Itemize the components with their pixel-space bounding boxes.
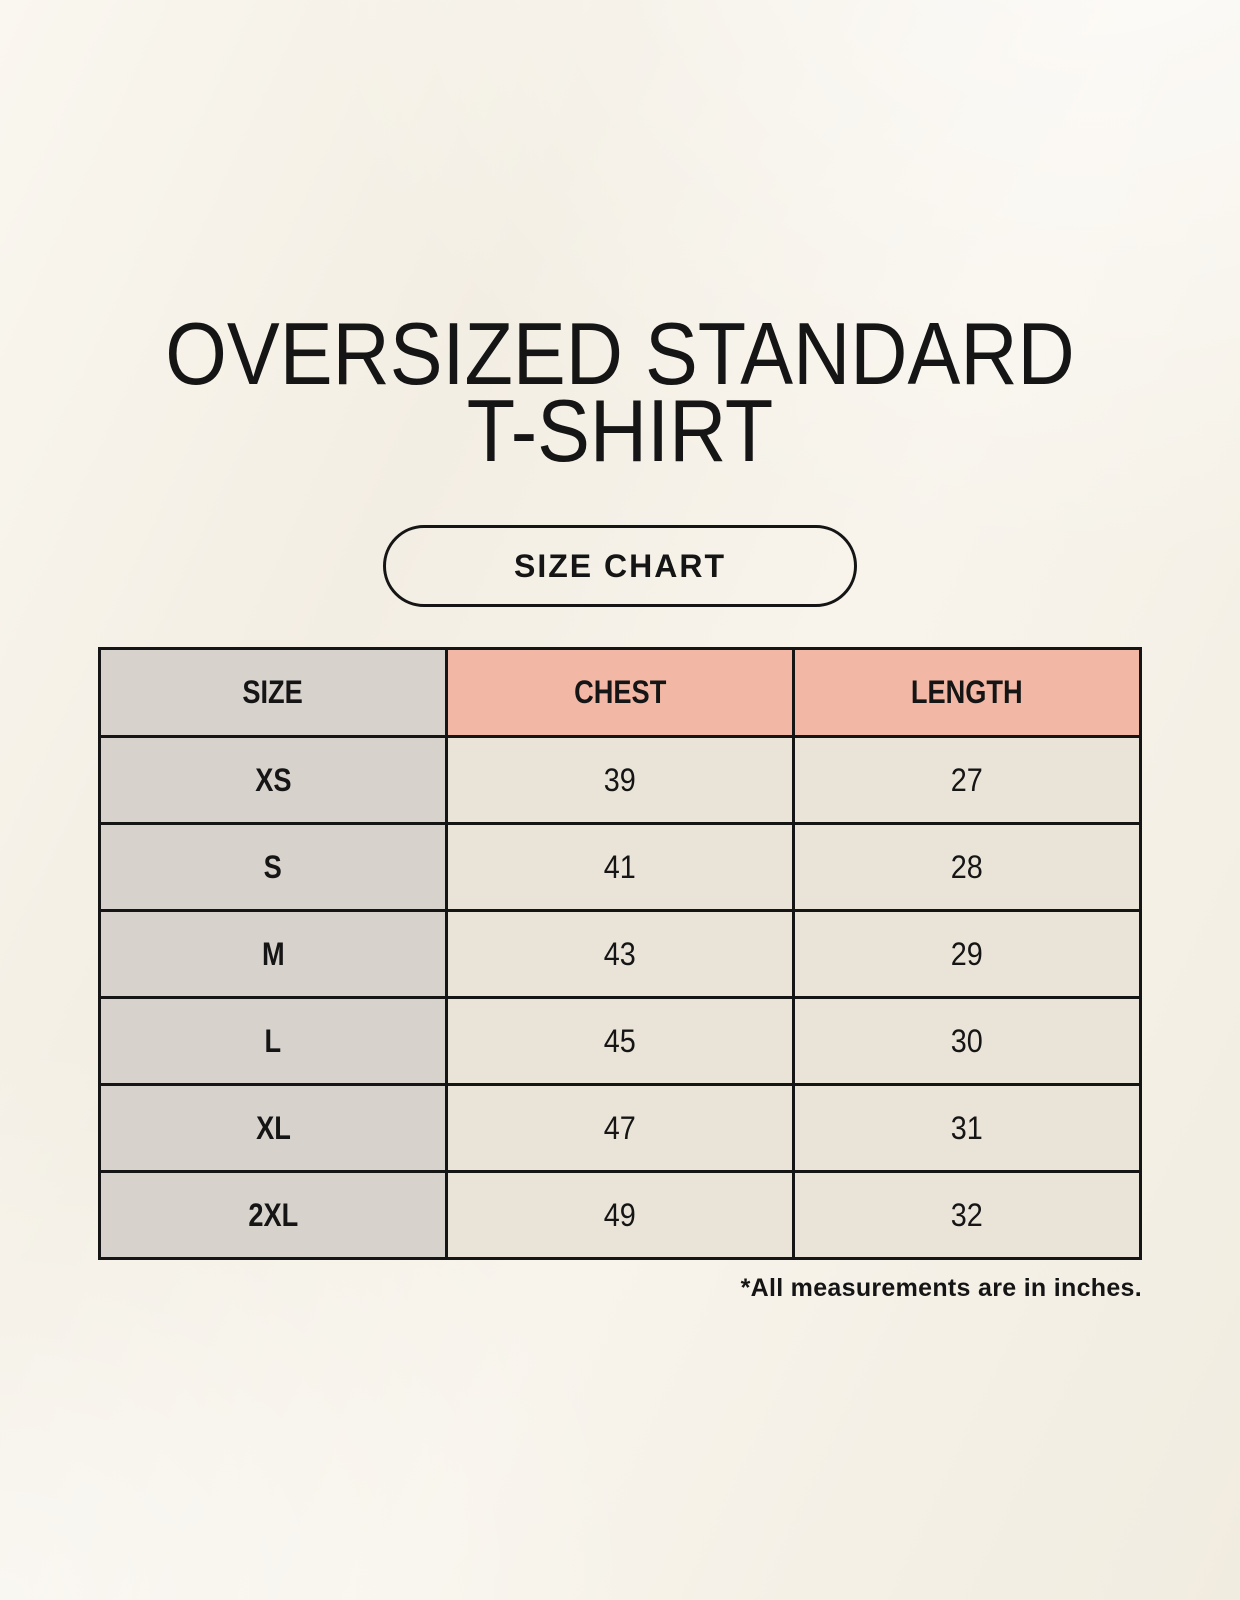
size-cell: 2XL [100,1172,447,1259]
table-row [100,998,1141,1085]
page-title [62,304,1178,480]
measurements-footnote: *All measurements are in inches. [740,1274,1142,1303]
length-cell: 32 [794,1172,1141,1259]
size-chart-button-label: SIZE CHART [514,547,726,584]
table-header-row [100,649,1141,737]
length-cell: 31 [794,1085,1141,1172]
table-row [100,737,1141,824]
column-header-chest: CHEST [447,649,794,737]
table-row [100,1085,1141,1172]
chest-cell: 47 [447,1085,794,1172]
table-row [100,1172,1141,1259]
column-header-size: SIZE [100,649,447,737]
size-cell: XS [100,737,447,824]
chest-cell: 45 [447,998,794,1085]
length-cell: 30 [794,998,1141,1085]
size-cell: L [100,998,447,1085]
size-chart-button[interactable] [383,525,857,607]
title-line-1: OVERSIZED STANDARD [165,304,1075,403]
length-cell: 28 [794,824,1141,911]
size-chart-table [98,647,1142,1260]
column-header-length: LENGTH [794,649,1141,737]
size-cell: XL [100,1085,447,1172]
chest-cell: 49 [447,1172,794,1259]
chest-cell: 39 [447,737,794,824]
table-row [100,824,1141,911]
length-cell: 27 [794,737,1141,824]
length-cell: 29 [794,911,1141,998]
table-row [100,911,1141,998]
title-line-2: T-SHIRT [466,380,774,480]
size-cell: S [100,824,447,911]
chest-cell: 43 [447,911,794,998]
chest-cell: 41 [447,824,794,911]
size-cell: M [100,911,447,998]
